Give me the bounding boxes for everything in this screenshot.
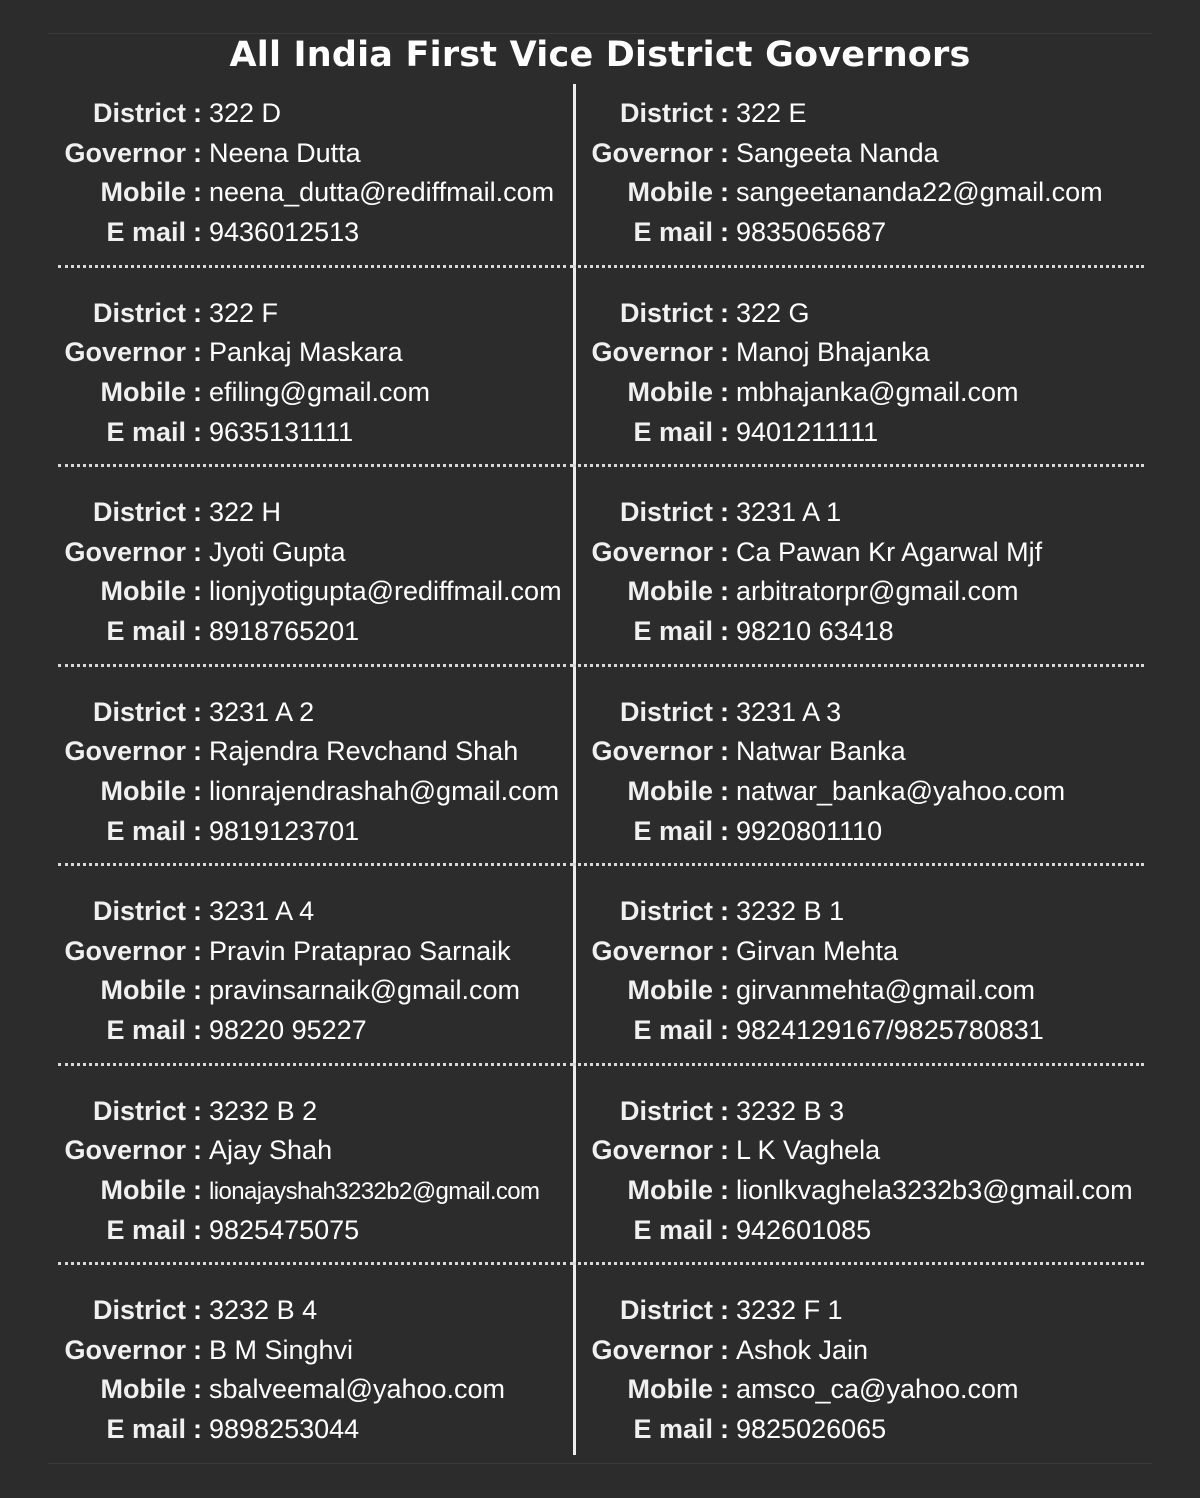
governor-label: Governor: [591, 337, 713, 368]
label-separator: :: [193, 536, 202, 567]
mobile-row: [585, 776, 1146, 816]
governor-entry: [58, 298, 573, 498]
label-separator: :: [720, 696, 729, 727]
mobile-label: Mobile: [627, 1374, 713, 1405]
governor-value: Ca Pawan Kr Agarwal Mjf: [736, 536, 1043, 567]
email-label: E mail: [633, 1414, 713, 1445]
email-row: [585, 217, 1146, 257]
district-value: 3232 B 2: [209, 1095, 318, 1126]
label-separator: :: [720, 536, 729, 567]
email-value: 9819123701: [209, 815, 360, 846]
governor-entry: [573, 1295, 1146, 1495]
governor-row: [58, 337, 573, 377]
mobile-label: Mobile: [627, 177, 713, 208]
governor-label: Governor: [591, 935, 713, 966]
mobile-row: [58, 177, 573, 217]
label-separator: :: [720, 297, 729, 328]
email-label: E mail: [633, 217, 713, 248]
district-row: [58, 497, 573, 537]
label-separator: :: [720, 376, 729, 407]
dotted-separator: [573, 1063, 1144, 1066]
email-value: 8918765201: [209, 616, 360, 647]
mobile-row: [58, 377, 573, 417]
mobile-row: [58, 1175, 573, 1215]
governor-entry: [573, 896, 1146, 1096]
mobile-label: Mobile: [627, 1174, 713, 1205]
mobile-value: sangeetananda22@gmail.com: [736, 177, 1103, 208]
dotted-separator: [573, 464, 1144, 467]
mobile-row: [585, 975, 1146, 1015]
governor-entry: [573, 98, 1146, 298]
email-row: [58, 616, 573, 656]
mobile-label: Mobile: [100, 975, 186, 1006]
governor-label: Governor: [591, 1135, 713, 1166]
label-separator: :: [720, 416, 729, 447]
governor-label: Governor: [591, 137, 713, 168]
email-value: 9824129167/9825780831: [736, 1015, 1044, 1046]
label-separator: :: [193, 896, 202, 926]
dotted-separator: [58, 464, 573, 467]
district-label: District: [92, 896, 186, 926]
district-label: District: [92, 98, 186, 128]
district-value: 322 G: [736, 297, 810, 328]
email-row: [58, 217, 573, 257]
governor-row: [58, 1135, 573, 1175]
district-row: [585, 298, 1146, 338]
district-row: [585, 1295, 1146, 1335]
governor-label: Governor: [64, 337, 186, 368]
mobile-row: [58, 776, 573, 816]
label-separator: :: [193, 217, 202, 248]
email-label: E mail: [106, 616, 186, 647]
label-separator: :: [720, 137, 729, 168]
district-row: [58, 98, 573, 138]
label-separator: :: [193, 376, 202, 407]
label-separator: :: [720, 1214, 729, 1245]
governor-label: Governor: [591, 736, 713, 767]
label-separator: :: [193, 337, 202, 368]
mobile-value: lionlkvaghela3232b3@gmail.com: [736, 1174, 1133, 1205]
label-separator: :: [720, 177, 729, 208]
dotted-separator: [573, 265, 1144, 268]
governor-label: Governor: [591, 536, 713, 567]
dotted-separator: [58, 265, 573, 268]
label-separator: :: [193, 815, 202, 846]
governor-entry: [58, 1295, 573, 1495]
label-separator: :: [193, 1374, 202, 1405]
governor-entry: [58, 1096, 573, 1296]
district-row: [58, 896, 573, 936]
label-separator: :: [193, 736, 202, 767]
email-row: [585, 1414, 1146, 1454]
label-separator: :: [720, 1414, 729, 1445]
label-separator: :: [720, 1015, 729, 1046]
governor-value: Sangeeta Nanda: [736, 137, 939, 168]
label-separator: :: [193, 1095, 202, 1126]
governor-row: [585, 337, 1146, 377]
label-separator: :: [193, 935, 202, 966]
governor-row: [58, 936, 573, 976]
label-separator: :: [193, 1174, 202, 1205]
mobile-value: pravinsarnaik@gmail.com: [209, 975, 521, 1006]
governor-entry: [573, 298, 1146, 498]
email-label: E mail: [633, 815, 713, 846]
governor-value: Natwar Banka: [736, 736, 906, 767]
district-value: 322 D: [209, 98, 282, 128]
governor-row: [58, 138, 573, 178]
email-label: E mail: [106, 1214, 186, 1245]
label-separator: :: [720, 1334, 729, 1365]
dotted-separator: [58, 664, 573, 667]
governor-value: Pankaj Maskara: [209, 337, 403, 368]
email-label: E mail: [633, 1015, 713, 1046]
label-separator: :: [720, 1374, 729, 1405]
governor-entry: [58, 98, 573, 298]
mobile-row: [58, 576, 573, 616]
governor-grid: [58, 98, 1146, 1495]
dotted-separator: [58, 1262, 573, 1265]
label-separator: :: [720, 975, 729, 1006]
label-separator: :: [193, 1295, 202, 1325]
governor-entry: [58, 497, 573, 697]
district-label: District: [619, 1295, 713, 1325]
district-label: District: [92, 1095, 186, 1126]
district-value: 3232 B 3: [736, 1095, 845, 1126]
mobile-row: [585, 576, 1146, 616]
email-row: [58, 1414, 573, 1454]
governor-entry: [573, 1096, 1146, 1296]
governor-value: Ashok Jain: [736, 1334, 869, 1365]
email-value: 98210 63418: [736, 616, 894, 647]
label-separator: :: [720, 616, 729, 647]
district-value: 3231 A 2: [209, 696, 315, 727]
governor-value: Ajay Shah: [209, 1135, 333, 1166]
mobile-label: Mobile: [100, 1174, 186, 1205]
governor-value: Jyoti Gupta: [209, 536, 346, 567]
label-separator: :: [193, 696, 202, 727]
district-label: District: [619, 1095, 713, 1126]
email-value: 9436012513: [209, 217, 360, 248]
district-value: 3231 A 3: [736, 696, 842, 727]
district-row: [585, 497, 1146, 537]
email-label: E mail: [106, 217, 186, 248]
email-label: E mail: [633, 416, 713, 447]
email-value: 98220 95227: [209, 1015, 367, 1046]
governor-label: Governor: [64, 1334, 186, 1365]
district-row: [585, 697, 1146, 737]
email-value: 9825475075: [209, 1214, 360, 1245]
label-separator: :: [193, 177, 202, 208]
email-label: E mail: [633, 616, 713, 647]
dotted-separator: [573, 1262, 1144, 1265]
mobile-value: amsco_ca@yahoo.com: [736, 1374, 1019, 1405]
district-label: District: [619, 98, 713, 128]
mobile-label: Mobile: [627, 975, 713, 1006]
district-value: 3232 F 1: [736, 1295, 843, 1325]
label-separator: :: [720, 576, 729, 607]
mobile-label: Mobile: [100, 775, 186, 806]
governor-entry: [58, 896, 573, 1096]
mobile-value: lionjyotigupta@rediffmail.com: [209, 576, 562, 607]
label-separator: :: [720, 815, 729, 846]
mobile-value: natwar_banka@yahoo.com: [736, 775, 1066, 806]
district-value: 322 H: [209, 497, 282, 527]
governor-value: B M Singhvi: [209, 1334, 354, 1365]
district-value: 3231 A 1: [736, 497, 842, 527]
email-value: 9898253044: [209, 1414, 360, 1445]
label-separator: :: [720, 337, 729, 368]
district-value: 3231 A 4: [209, 896, 315, 926]
label-separator: :: [720, 1174, 729, 1205]
label-separator: :: [193, 497, 202, 527]
label-separator: :: [720, 497, 729, 527]
district-row: [58, 298, 573, 338]
governor-row: [58, 537, 573, 577]
label-separator: :: [193, 137, 202, 168]
email-value: 9825026065: [736, 1414, 887, 1445]
governor-row: [585, 936, 1146, 976]
district-row: [585, 1096, 1146, 1136]
mobile-row: [585, 1175, 1146, 1215]
email-row: [585, 417, 1146, 457]
district-label: District: [619, 696, 713, 727]
label-separator: :: [720, 896, 729, 926]
governor-row: [585, 1335, 1146, 1375]
dotted-separator: [58, 1063, 573, 1066]
mobile-row: [58, 1374, 573, 1414]
mobile-label: Mobile: [627, 775, 713, 806]
email-row: [58, 1215, 573, 1255]
email-row: [585, 1215, 1146, 1255]
governor-label: Governor: [64, 736, 186, 767]
email-row: [585, 816, 1146, 856]
mobile-value: efiling@gmail.com: [209, 376, 430, 407]
email-label: E mail: [106, 815, 186, 846]
label-separator: :: [720, 1095, 729, 1126]
email-row: [585, 1015, 1146, 1055]
mobile-row: [585, 1374, 1146, 1414]
district-value: 322 F: [209, 297, 279, 328]
governor-entry: [58, 697, 573, 897]
email-value: 9835065687: [736, 217, 887, 248]
mobile-value: lionrajendrashah@gmail.com: [209, 775, 560, 806]
label-separator: :: [193, 1015, 202, 1046]
district-label: District: [619, 497, 713, 527]
district-value: 3232 B 4: [209, 1295, 318, 1325]
mobile-value: mbhajanka@gmail.com: [736, 376, 1019, 407]
label-separator: :: [720, 1135, 729, 1166]
label-separator: :: [720, 935, 729, 966]
mobile-label: Mobile: [627, 576, 713, 607]
mobile-label: Mobile: [100, 177, 186, 208]
governor-value: L K Vaghela: [736, 1135, 881, 1166]
label-separator: :: [193, 616, 202, 647]
email-value: 942601085: [736, 1214, 872, 1245]
label-separator: :: [193, 775, 202, 806]
label-separator: :: [193, 416, 202, 447]
governor-row: [585, 138, 1146, 178]
district-label: District: [92, 1295, 186, 1325]
governor-label: Governor: [591, 1334, 713, 1365]
district-value: 322 E: [736, 98, 807, 128]
governor-label: Governor: [64, 935, 186, 966]
district-label: District: [92, 497, 186, 527]
district-label: District: [619, 297, 713, 328]
label-separator: :: [720, 217, 729, 248]
page-title: All India First Vice District Governors: [229, 35, 971, 75]
district-row: [585, 896, 1146, 936]
district-value: 3232 B 1: [736, 896, 845, 926]
governor-entry: [573, 497, 1146, 697]
governor-value: Rajendra Revchand Shah: [209, 736, 519, 767]
dotted-separator: [573, 863, 1144, 866]
governor-value: Pravin Prataprao Sarnaik: [209, 935, 511, 966]
district-label: District: [92, 696, 186, 727]
email-value: 9401211111: [736, 416, 879, 447]
mobile-row: [585, 177, 1146, 217]
email-row: [585, 616, 1146, 656]
governor-row: [585, 537, 1146, 577]
mobile-label: Mobile: [100, 376, 186, 407]
governor-value: Neena Dutta: [209, 137, 361, 168]
label-separator: :: [193, 1214, 202, 1245]
district-label: District: [92, 297, 186, 328]
governor-row: [585, 1135, 1146, 1175]
label-separator: :: [193, 297, 202, 328]
label-separator: :: [193, 576, 202, 607]
district-label: District: [619, 896, 713, 926]
label-separator: :: [193, 975, 202, 1006]
district-row: [585, 98, 1146, 138]
label-separator: :: [720, 736, 729, 767]
label-separator: :: [193, 1414, 202, 1445]
governor-entry: [573, 697, 1146, 897]
mobile-value: lionajayshah3232b2@gmail.com: [209, 1177, 540, 1205]
district-row: [58, 697, 573, 737]
governor-label: Governor: [64, 137, 186, 168]
governor-value: Manoj Bhajanka: [736, 337, 930, 368]
mobile-row: [585, 377, 1146, 417]
mobile-row: [58, 975, 573, 1015]
label-separator: :: [193, 98, 202, 128]
mobile-value: arbitratorpr@gmail.com: [736, 576, 1019, 607]
governor-label: Governor: [64, 536, 186, 567]
mobile-value: sbalveemal@yahoo.com: [209, 1374, 506, 1405]
email-row: [58, 417, 573, 457]
email-row: [58, 816, 573, 856]
mobile-label: Mobile: [100, 1374, 186, 1405]
email-label: E mail: [106, 1414, 186, 1445]
label-separator: :: [720, 1295, 729, 1325]
governor-label: Governor: [64, 1135, 186, 1166]
label-separator: :: [193, 1334, 202, 1365]
governor-row: [58, 1335, 573, 1375]
email-row: [58, 1015, 573, 1055]
district-row: [58, 1295, 573, 1335]
district-row: [58, 1096, 573, 1136]
email-value: 9920801110: [736, 815, 883, 846]
label-separator: :: [193, 1135, 202, 1166]
dotted-separator: [58, 863, 573, 866]
mobile-label: Mobile: [100, 576, 186, 607]
governor-row: [58, 736, 573, 776]
email-label: E mail: [633, 1214, 713, 1245]
governor-value: Girvan Mehta: [736, 935, 899, 966]
label-separator: :: [720, 98, 729, 128]
email-label: E mail: [106, 416, 186, 447]
mobile-value: neena_dutta@rediffmail.com: [209, 177, 555, 208]
governor-row: [585, 736, 1146, 776]
mobile-label: Mobile: [627, 376, 713, 407]
dotted-separator: [573, 664, 1144, 667]
mobile-value: girvanmehta@gmail.com: [736, 975, 1036, 1006]
email-label: E mail: [106, 1015, 186, 1046]
label-separator: :: [720, 775, 729, 806]
email-value: 9635131111: [209, 416, 354, 447]
